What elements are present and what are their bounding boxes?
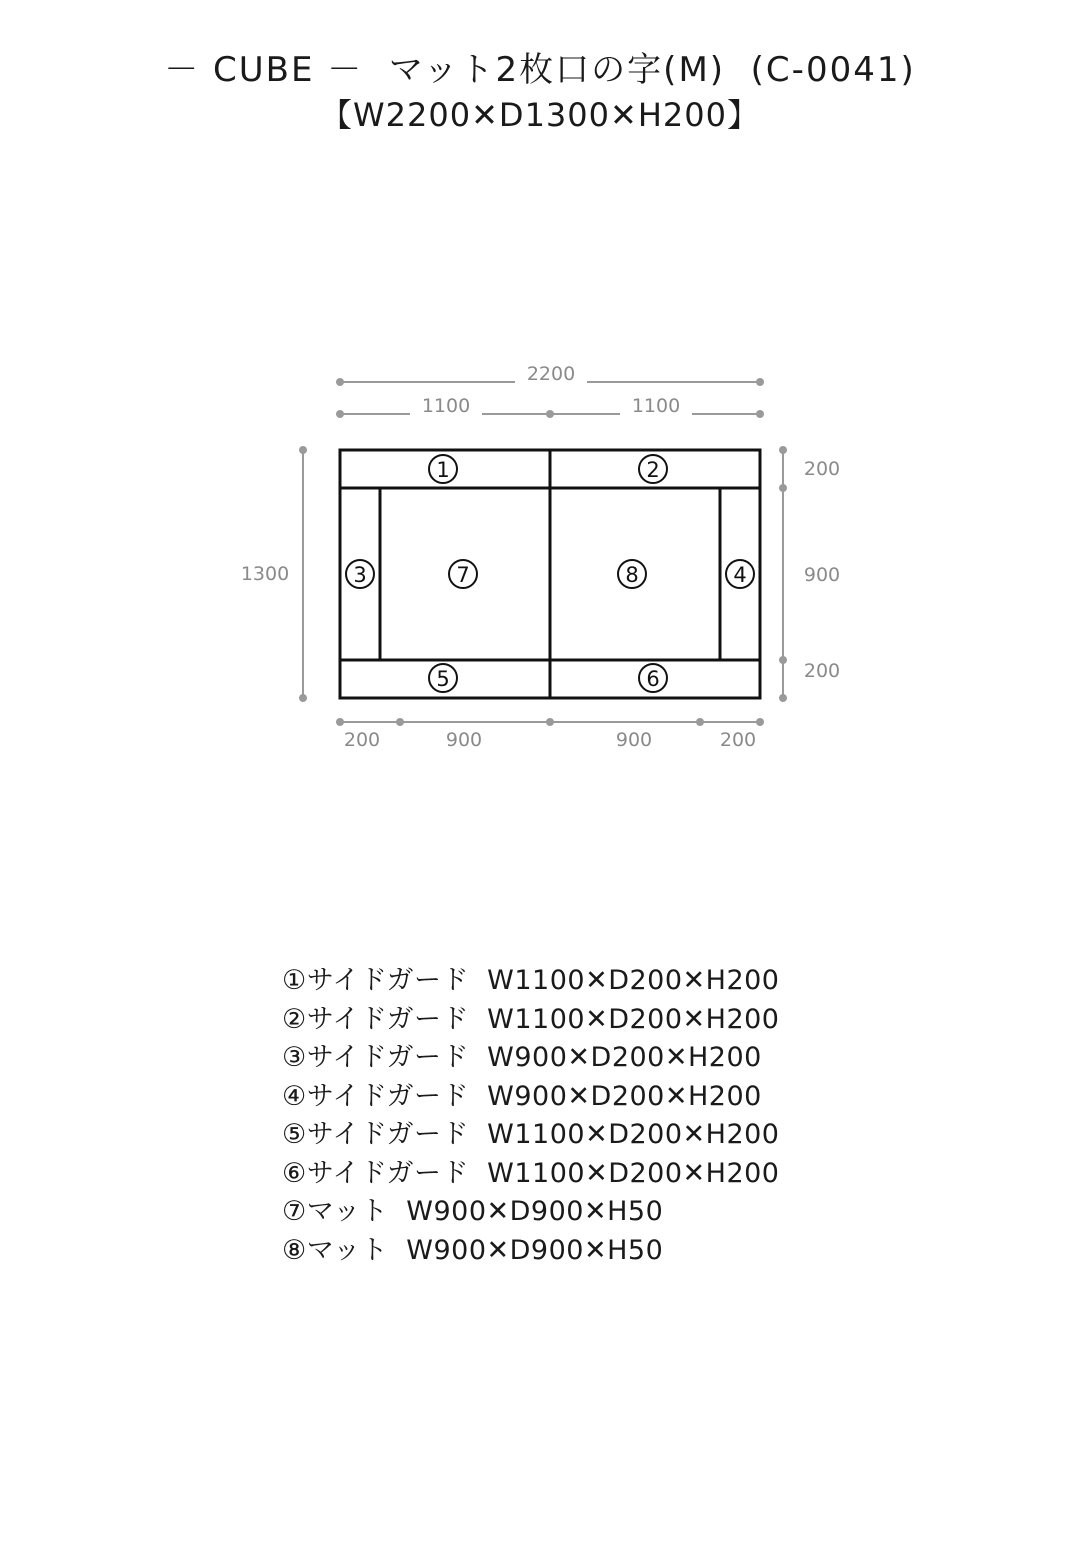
- dimension-tick: [756, 378, 764, 386]
- dimension-label-bottom-4: 200: [719, 729, 757, 751]
- dimension-tick: [299, 694, 307, 702]
- legend-item: ②サイドガード W1100✕D200✕H200: [282, 1003, 780, 1035]
- legend-item: ⑦マット W900✕D900✕H50: [282, 1196, 664, 1227]
- dimension-tick: [779, 694, 787, 702]
- dimension-tick: [779, 656, 787, 664]
- callout-2-label: 2: [646, 458, 660, 482]
- dimension-label-right-middle: 900: [803, 564, 841, 586]
- callout-7: [449, 560, 477, 588]
- dimension-tick: [299, 446, 307, 454]
- callout-5-label: 5: [436, 667, 450, 691]
- dimension-label-bottom-2: 900: [445, 729, 483, 751]
- callout-5: [429, 664, 457, 692]
- callout-4-label: 4: [733, 563, 747, 587]
- legend-item: ⑧マット W900✕D900✕H50: [282, 1234, 664, 1266]
- dimension-tick: [396, 718, 404, 726]
- dimension-tick: [696, 718, 704, 726]
- callout-6: [639, 664, 667, 692]
- callout-6-label: 6: [646, 667, 660, 691]
- legend-item: ①サイドガード W1100✕D200✕H200: [282, 965, 780, 996]
- callout-8: [618, 560, 646, 588]
- dimension-tick: [779, 484, 787, 492]
- page-title: [0, 48, 1080, 138]
- callout-8-label: 8: [625, 563, 639, 587]
- dimension-tick: [336, 378, 344, 386]
- dimension-label-right-top: 200: [803, 458, 841, 480]
- callout-3-label: 3: [353, 563, 367, 587]
- callout-7-label: 7: [456, 563, 470, 587]
- callout-4: [726, 560, 754, 588]
- dimension-label-bottom-3: 900: [615, 729, 653, 751]
- legend-item: ③サイドガード W900✕D200✕H200: [282, 1042, 762, 1073]
- dimension-tick: [779, 446, 787, 454]
- callout-1-label: 1: [436, 458, 450, 482]
- dimension-label-left-overall: 1300: [240, 563, 290, 585]
- dimension-label-right-bottom: 200: [803, 660, 841, 682]
- dimension-tick: [756, 718, 764, 726]
- callout-1: [429, 455, 457, 483]
- dimension-label-top-right: 1100: [631, 395, 681, 417]
- parts-legend: [282, 962, 1022, 1270]
- dimension-label-top-overall: 2200: [526, 363, 576, 385]
- dimension-tick: [336, 718, 344, 726]
- legend-item: ⑥サイドガード W1100✕D200✕H200: [282, 1157, 780, 1189]
- callout-2: [639, 455, 667, 483]
- legend-item: ⑤サイドガード W1100✕D200✕H200: [282, 1119, 780, 1150]
- callout-3: [346, 560, 374, 588]
- dimension-label-top-left: 1100: [421, 395, 471, 417]
- product-inner-lines: [340, 450, 760, 698]
- title-line-1: － CUBE － マット2枚口の字(M) (C-0041): [164, 50, 916, 90]
- dimension-tick: [546, 410, 554, 418]
- legend-item: ④サイドガード W900✕D200✕H200: [282, 1080, 762, 1112]
- title-line-2: 【W2200✕D1300✕H200】: [320, 96, 760, 134]
- plan-view-drawing: [0, 330, 1080, 770]
- dimension-label-bottom-1: 200: [343, 729, 381, 751]
- dimension-tick: [546, 718, 554, 726]
- dimension-tick: [336, 410, 344, 418]
- dimension-tick: [756, 410, 764, 418]
